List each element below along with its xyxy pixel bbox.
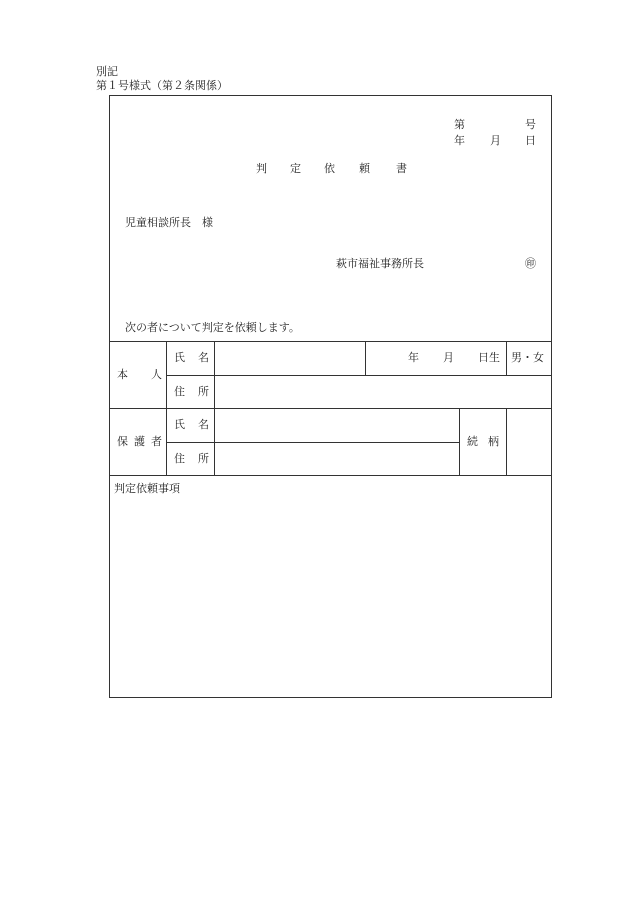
relation-label-char: 柄 <box>488 435 499 448</box>
birth-year: 年 <box>408 351 419 364</box>
relation-label-rule <box>459 408 460 475</box>
seal-mark: ㊞ <box>525 257 536 270</box>
subject-label-char: 本 <box>117 368 128 381</box>
subject-address-label-char: 所 <box>198 385 209 398</box>
guardian-label-char: 者 <box>151 435 162 448</box>
intro-text: 次の者について判定を依頼します。 <box>125 321 300 334</box>
form-number: 第１号様式（第２条関係） <box>96 79 228 92</box>
request-divider <box>109 475 552 476</box>
guardian-name-label-char: 名 <box>198 418 209 431</box>
birth-column-rule <box>365 341 366 375</box>
guardian-address-label-char: 所 <box>198 452 209 465</box>
sublabel-column-rule <box>214 341 215 475</box>
appendix-label: 別記 <box>96 65 118 78</box>
doc-number-suffix: 号 <box>525 118 536 131</box>
birth-day: 日生 <box>478 351 500 364</box>
relation-value-rule <box>506 408 507 475</box>
table-top-rule <box>109 341 552 342</box>
title-char: 書 <box>396 162 407 175</box>
subject-name-label-char: 氏 <box>174 351 185 364</box>
subject-row-divider <box>166 375 552 376</box>
sex-column-rule <box>506 341 507 375</box>
title-char: 頼 <box>359 162 370 175</box>
doc-number-prefix: 第 <box>454 118 465 131</box>
title-char: 判 <box>256 162 267 175</box>
section-divider <box>109 408 552 409</box>
date-day: 日 <box>525 134 536 147</box>
title-char: 定 <box>290 162 301 175</box>
guardian-label-char: 保 <box>117 435 128 448</box>
guardian-label-char: 護 <box>134 435 145 448</box>
guardian-row-divider <box>166 442 459 443</box>
sex-options: 男・女 <box>511 351 544 364</box>
label-column-rule <box>166 341 167 475</box>
guardian-name-label-char: 氏 <box>174 418 185 431</box>
subject-address-label-char: 住 <box>174 385 185 398</box>
addressee: 児童相談所長 様 <box>125 216 213 229</box>
request-items-label: 判定依頼事項 <box>114 482 180 495</box>
subject-name-label-char: 名 <box>198 351 209 364</box>
birth-month: 月 <box>443 351 454 364</box>
guardian-address-label-char: 住 <box>174 452 185 465</box>
sender-name: 萩市福祉事務所長 <box>336 257 424 270</box>
date-year: 年 <box>454 134 465 147</box>
relation-label-char: 続 <box>467 435 478 448</box>
date-month: 月 <box>490 134 501 147</box>
subject-label-char: 人 <box>151 368 162 381</box>
title-char: 依 <box>324 162 335 175</box>
